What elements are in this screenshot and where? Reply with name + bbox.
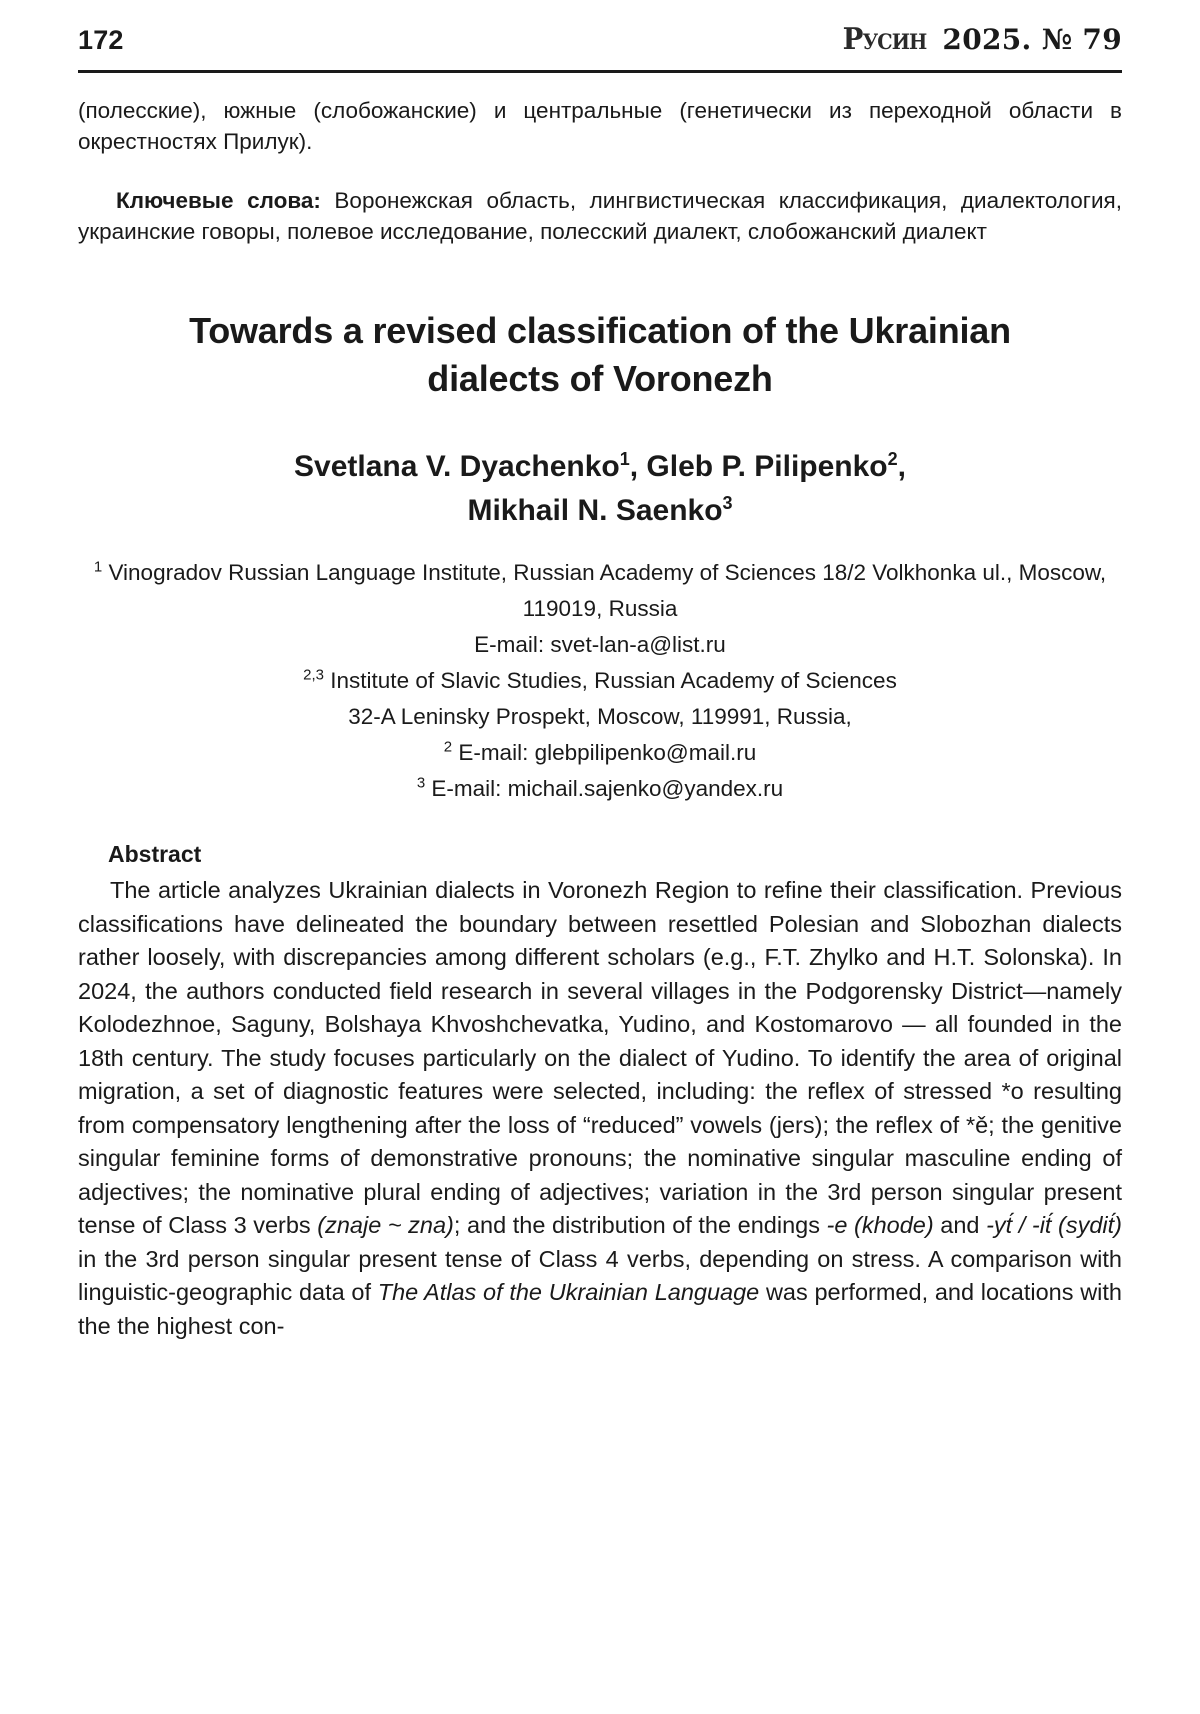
email-2[interactable] (78, 735, 1122, 771)
affiliations (78, 555, 1122, 807)
author-line-2 (78, 489, 1122, 533)
affiliation-2-marker: 2,3 (303, 666, 325, 684)
journal-title: Русин (843, 22, 927, 57)
email-1[interactable]: E-mail: svet-lan-a@list.ru (474, 632, 726, 657)
body-column (78, 95, 1122, 1343)
email-3[interactable] (78, 771, 1122, 807)
abstract-paragraph (78, 874, 1122, 1343)
author-saenko: Mikhail N. Saenko (467, 494, 723, 527)
abstract-part-3: and (933, 1212, 987, 1238)
running-head (78, 22, 1122, 57)
intro-paragraph: (полесские), южные (слобожанские) и центральные (генетически из переходной области в окрестностях Прилук). (78, 98, 1122, 154)
author-dyachenko-affil-marker: 1 (619, 449, 630, 469)
abstract-part-5: was performed, and locations with the the highest con- (78, 1279, 1122, 1339)
author-line-1 (78, 445, 1122, 489)
article-title: Towards a revised classification of the Ukrainian dialects of Voronezh (189, 310, 1011, 399)
affiliation-2-text: Institute of Slavic Studies, Russian Academy of Sciences (324, 668, 897, 693)
affiliation-2 (78, 663, 1122, 699)
page-number: 172 (78, 25, 124, 55)
abstract-italic-sydit: -yt́ / -it́ (sydit́) (986, 1212, 1122, 1238)
author-list (78, 445, 1122, 533)
keywords-text: Воронежская область, лингвистическая классификация, диалектология, украинские говоры, полевое исследование, полесский диалект, слобожанский диалект (78, 188, 1122, 244)
abstract-heading: Abstract (108, 841, 202, 867)
journal-issue: 2025. № 79 (942, 23, 1122, 56)
email-2-text: E-mail: glebpilipenko@mail.ru (452, 740, 757, 765)
journal-info (839, 22, 1122, 57)
affiliation-1-marker: 1 (93, 558, 103, 576)
author-pilipenko-affil-marker: 2 (887, 449, 898, 469)
abstract-italic-khode: -e (khode) (826, 1212, 934, 1238)
abstract-part-2: ; and the distribution of the endings (453, 1212, 827, 1238)
email-3-text: E-mail: michail.sajenko@yandex.ru (425, 776, 784, 801)
header-rule (78, 70, 1122, 73)
affiliation-2-address: 32-A Leninsky Prospekt, Moscow, 119991, Russia, (348, 704, 852, 729)
abstract-italic-znaje: (znaje ~ zna) (317, 1212, 454, 1238)
affiliation-1 (78, 555, 1122, 627)
email-3-marker: 3 (416, 774, 426, 792)
author-pilipenko: , Gleb P. Pilipenko (629, 450, 888, 483)
keywords-label: Ключевые слова: (116, 188, 321, 213)
abstract-part-4: in the 3rd person singular present tense of Class 4 verbs, depending on stress. A comparison with linguistic-geographic data of (78, 1245, 1122, 1305)
email-2-marker: 2 (443, 738, 453, 756)
abstract-italic-atlas: The Atlas of the Ukrainian Language (377, 1279, 760, 1305)
affiliation-1-text: Vinogradov Russian Language Institute, Russian Academy of Sciences 18/2 Volkhonka ul., Moscow, 119019, Russia (102, 560, 1107, 621)
author-line-1-comma: , (897, 450, 906, 483)
author-dyachenko: Svetlana V. Dyachenko (294, 450, 620, 483)
abstract-part-1: The article analyzes Ukrainian dialects in Voronezh Region to refine their classification. Previous classifications have delineated the boundary between resettled Polesian and Slobozhan dialects rather loosely, with discrepancies among different scholars (e.g., F.T. Zhylko and H.T. Solonska). In 2024, the authors conducted field research in several villages in the Podgorensky District—namely Kolodezhnoe, Saguny, Bolshaya Khvoshchevatka, Yudino, and Kostomarovo — all founded in the 18th century. The study focuses particularly on the dialect of Yudino. To identify the area of original migration, a set of diagnostic features were selected, including: the reflex of stressed *o resulting from compensatory lengthening after the loss of “reduced” vowels (jers); the reflex of *ě; the genitive singular feminine forms of demonstrative pronouns; the nominative singular masculine ending of adjectives; the nominative plural ending of adjectives; variation in the 3rd person singular present tense of Class 3 verbs (78, 877, 1122, 1238)
keywords-paragraph (78, 185, 1122, 247)
author-saenko-affil-marker: 3 (722, 493, 733, 513)
